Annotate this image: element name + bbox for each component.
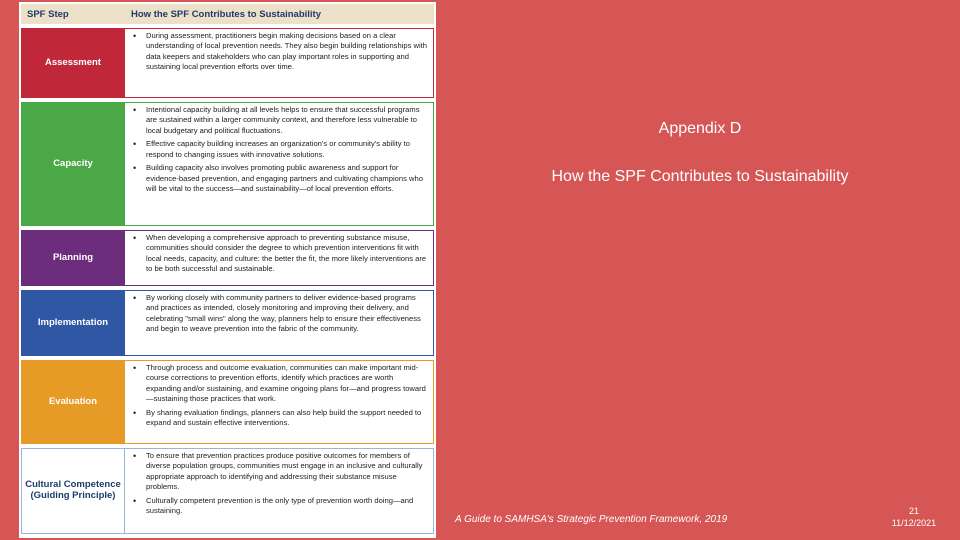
- page-number: 21: [908, 506, 919, 516]
- header-spf-step: SPF Step: [27, 8, 69, 20]
- slide-date: 11/12/2021: [891, 517, 937, 528]
- table-row-capacity: [21, 102, 434, 226]
- bullet: • When developing a comprehensive approach to preventing substance misuse, communities should consider the degree to which prevention interventions fit with local needs, capacity, and culture: the better the fit, the more likely interventions are to be both successful and sustainable.: [129, 233, 429, 275]
- bullet: • Building capacity also involves promoting public awareness and support for evidence-based prevention, and engaging partners and cultivating champions who will be vital to the success—and sustainability—of local prevention efforts.: [129, 163, 429, 194]
- step-content-implementation: [125, 290, 434, 356]
- slide-number-block: [880, 506, 948, 529]
- step-content-planning: [125, 230, 434, 286]
- slide-subtitle: How the SPF Contributes to Sustainability: [551, 168, 849, 185]
- slide-footer: A Guide to SAMHSA's Strategic Prevention Framework, 2019: [455, 514, 728, 525]
- slide-title: Appendix D: [658, 120, 742, 137]
- bullet: • By working closely with community partners to deliver evidence-based programs and practices as intended, closely monitoring and improving their delivery, and celebrating "small wins" along the way, planners help to ensure their effectiveness and begin to weave prevention into the fabric of the community.: [129, 293, 429, 335]
- step-label-evaluation: Evaluation: [21, 360, 125, 444]
- step-label-implementation: Implementation: [21, 290, 125, 356]
- bullet: • Effective capacity building increases an organization's or community's ability to respond to changing issues with innovative solutions.: [129, 139, 429, 160]
- step-content-assessment: [125, 28, 434, 98]
- table-row-planning: [21, 230, 434, 286]
- table-row-evaluation: [21, 360, 434, 444]
- table-row-implementation: [21, 290, 434, 356]
- table-header: [21, 4, 434, 24]
- step-content-cultural-competence: [125, 448, 434, 534]
- spf-sustainability-table: [19, 2, 436, 538]
- table-row-cultural-competence: [21, 448, 434, 534]
- step-label-capacity: Capacity: [21, 102, 125, 226]
- bullet: • Intentional capacity building at all levels helps to ensure that successful programs are sustained within a larger community context, and therefore less vulnerable to local budgetary and political fluctuations.: [129, 105, 429, 136]
- bullet: • During assessment, practitioners begin making decisions based on a clear understanding of local prevention needs. They also begin building relationships with data keepers and stakeholders who can play important roles in supporting and sustaining local prevention efforts over time.: [129, 31, 429, 73]
- bullet: • Through process and outcome evaluation, communities can make important mid-course corrections to prevention efforts, identify which practices are worth expanding and/or sustaining, and examine ongoing plans for—and progress toward—sustaining those practices that work.: [129, 363, 429, 405]
- step-content-evaluation: [125, 360, 434, 444]
- bullet: • Culturally competent prevention is the only type of prevention worth doing—and sustaining.: [129, 496, 429, 517]
- bullet: • To ensure that prevention practices produce positive outcomes for members of diverse population groups, communities must engage in an inclusive and culturally appropriate approach to identifying and addressing their substance misuse problems.: [129, 451, 429, 493]
- header-contribution: How the SPF Contributes to Sustainability: [131, 8, 322, 20]
- step-label-planning: Planning: [21, 230, 125, 286]
- step-label-cultural-competence: Cultural Competence (Guiding Principle): [21, 448, 125, 534]
- step-label-assessment: Assessment: [21, 28, 125, 98]
- step-content-capacity: [125, 102, 434, 226]
- bullet: • By sharing evaluation findings, planners can also help build the support needed to expand and sustain effective interventions.: [129, 408, 429, 429]
- table-row-assessment: [21, 28, 434, 98]
